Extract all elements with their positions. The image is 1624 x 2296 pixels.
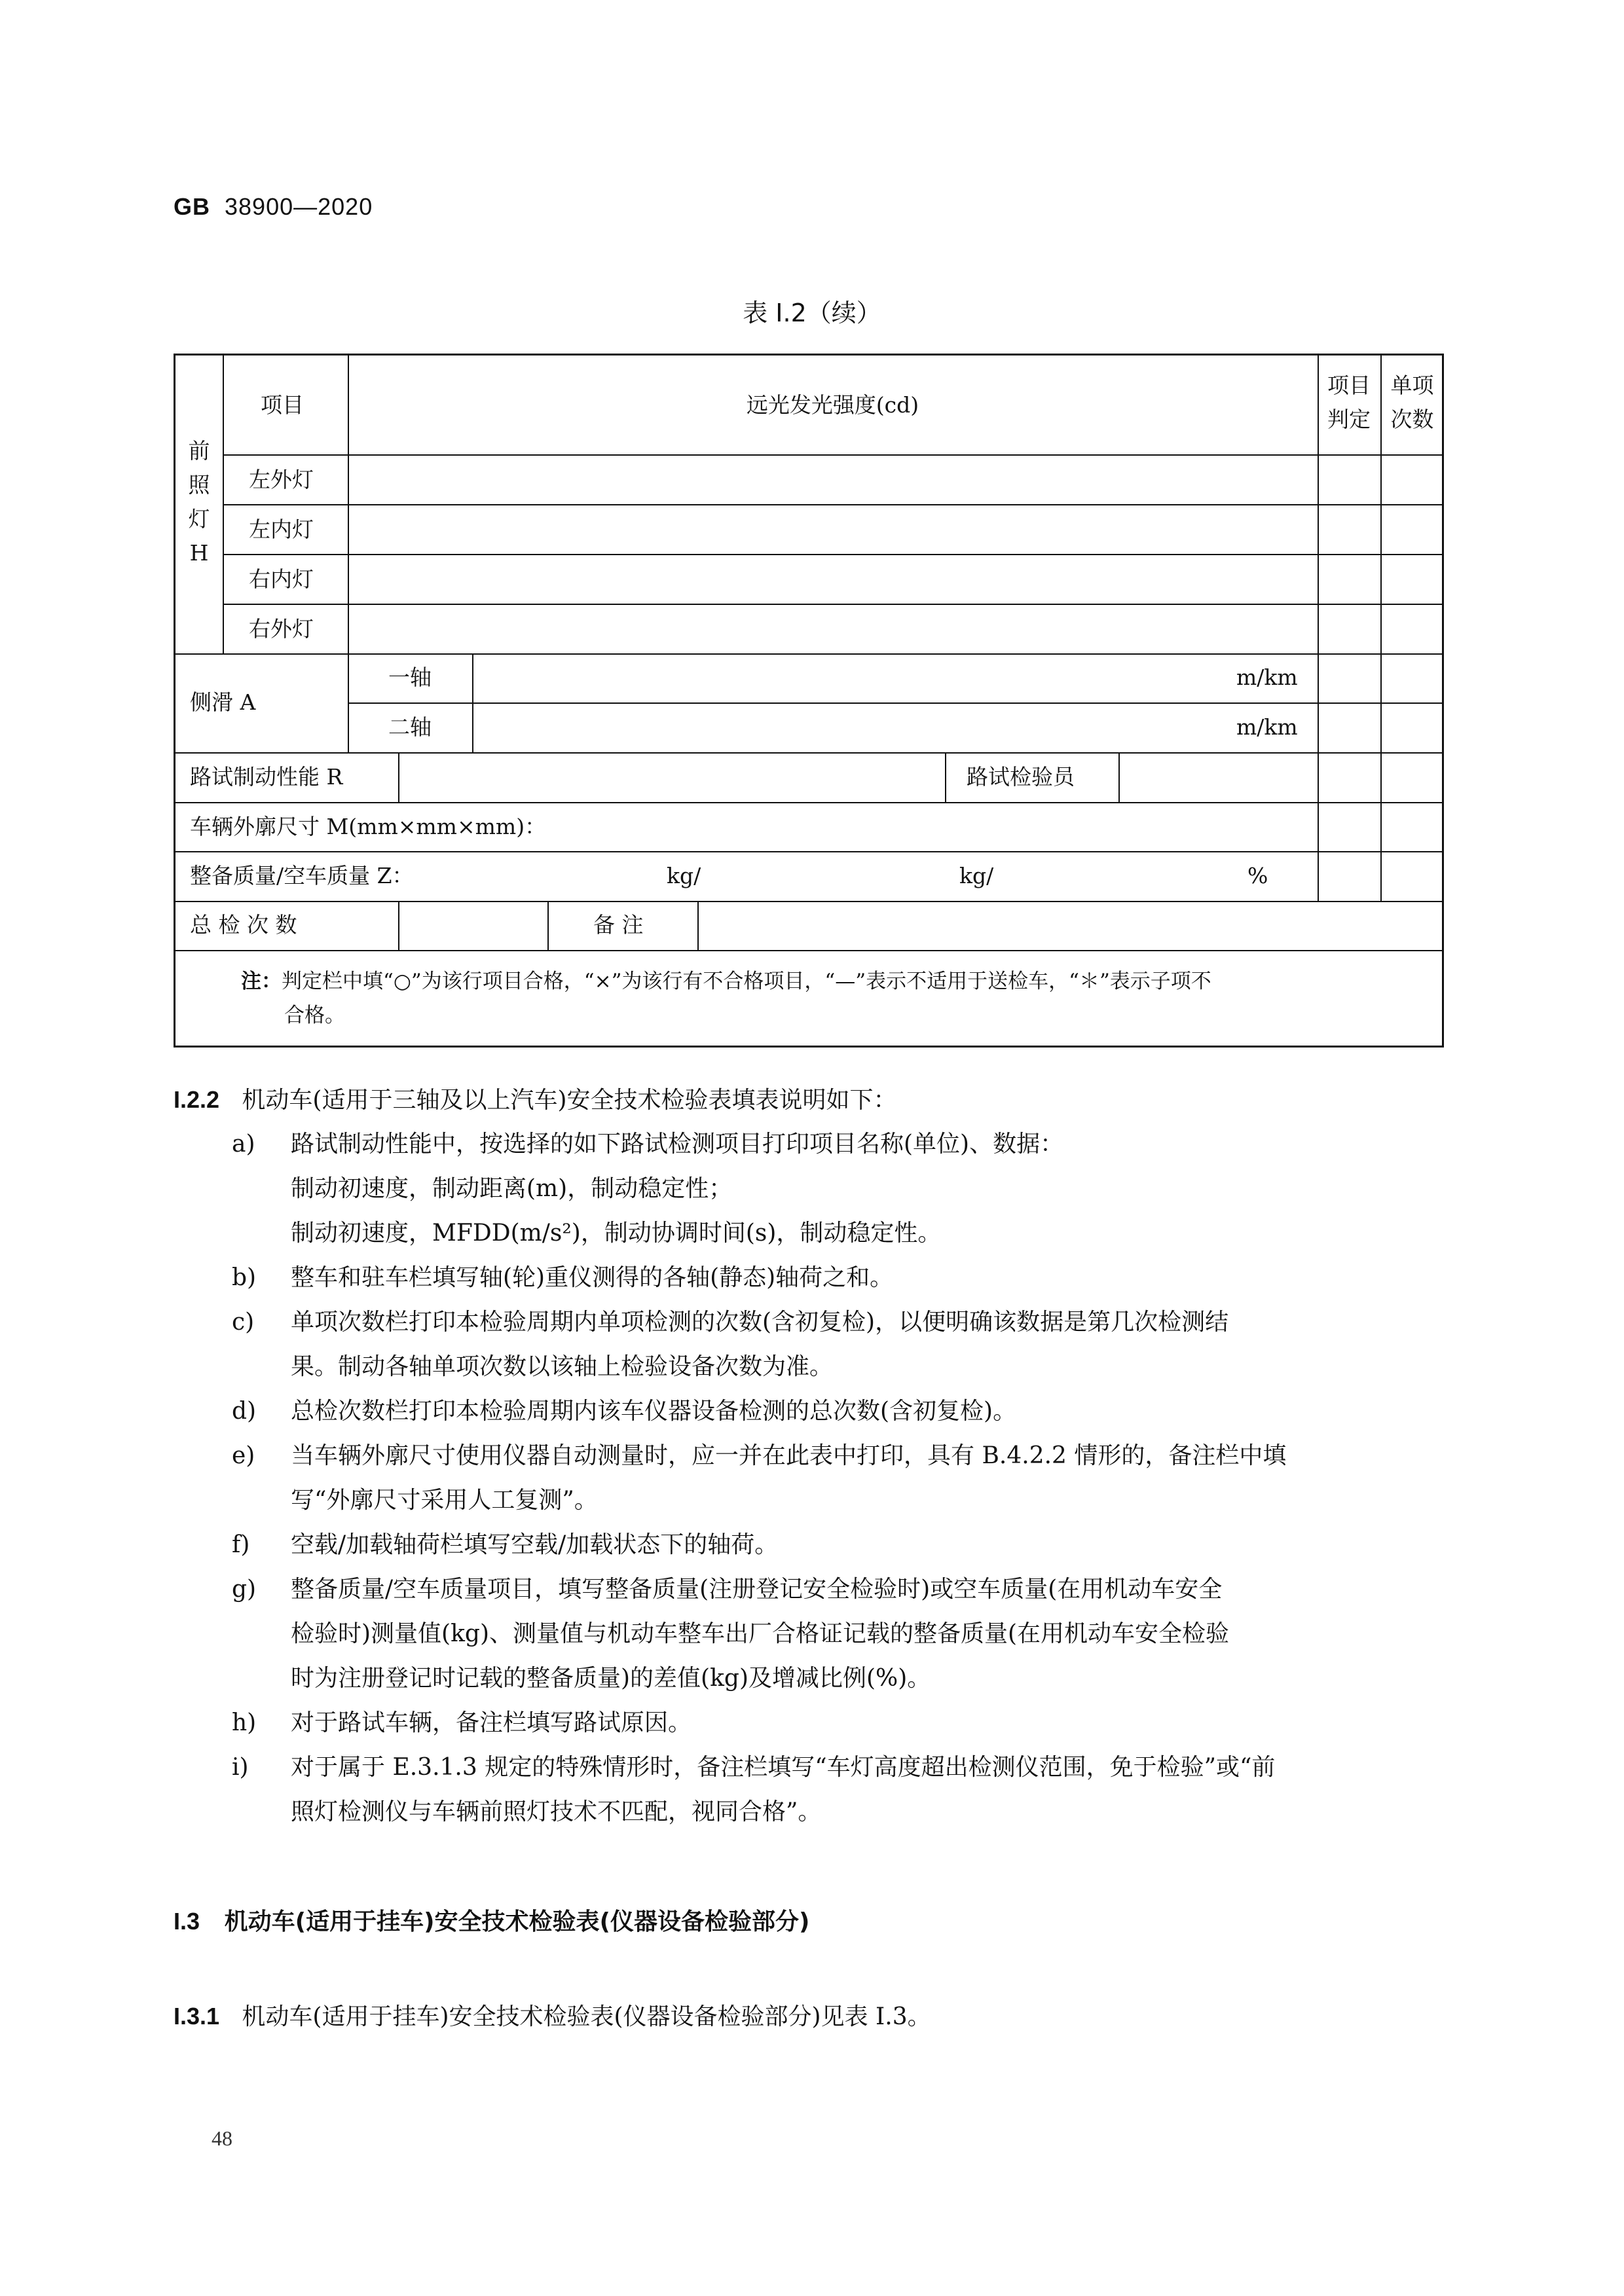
- item-line: 当车辆外廓尺寸使用仪器自动测量时，应一并在此表中打印，具有 B.4.2.2 情形的，备注栏中填: [291, 1442, 1287, 1469]
- headlight-row-label: 右外灯: [249, 616, 314, 642]
- sideslip-axle: 一轴: [388, 665, 432, 690]
- item-mark: d): [232, 1398, 257, 1425]
- grid-line: [175, 752, 1444, 754]
- item-mark: i): [232, 1754, 249, 1781]
- group-char: H: [189, 540, 209, 566]
- page-number: 48: [212, 2126, 232, 2150]
- grid-line: [175, 901, 1444, 902]
- col-intensity-header: 远光发光强度(cd): [746, 392, 919, 418]
- grid-line: [223, 604, 1444, 605]
- section-title: 机动车(适用于挂车)安全技术检验表(仪器设备检验部分): [224, 1908, 810, 1935]
- item-mark: g): [232, 1576, 257, 1603]
- grid-line: [472, 653, 473, 752]
- col-count-header-1: 单项: [1390, 373, 1434, 398]
- item-line: 时为注册登记时记载的整备质量)的差值(kg)及增减比例(%)。: [291, 1665, 931, 1692]
- grid-line: [1118, 752, 1120, 802]
- road-inspector-label: 路试检验员: [967, 764, 1075, 790]
- section-number: I.2.2: [174, 1086, 220, 1113]
- headlight-row-label: 左外灯: [249, 467, 314, 492]
- item-line: 整车和驻车栏填写轴(轮)重仪测得的各轴(静态)轴荷之和。: [291, 1264, 894, 1291]
- col-judge-header-1: 项目: [1327, 373, 1371, 398]
- headlight-row-label: 右内灯: [249, 566, 314, 592]
- grid-line: [398, 752, 399, 802]
- item-mark: e): [232, 1442, 255, 1469]
- road-brake-label: 路试制动性能 R: [190, 764, 343, 790]
- item-line: 检验时)测量值(kg)、测量值与机动车整车出厂合格证记载的整备质量(在用机动车安全检验: [291, 1620, 1230, 1647]
- note-line-1: 判定栏中填“○”为该行项目合格，“×”为该行有不合格项目，“—”表示不适用于送检车，“＊”表示子项不: [282, 970, 1211, 993]
- item-line: 路试制动性能中，按选择的如下路试检测项目打印项目名称(单位)、数据：: [291, 1131, 1064, 1157]
- item-mark: a): [232, 1131, 255, 1157]
- grid-line: [1318, 355, 1319, 901]
- sideslip-label: 侧滑 A: [190, 689, 256, 715]
- item-line: 制动初速度，MFDD(m/s²)，制动协调时间(s)，制动稳定性。: [291, 1220, 942, 1247]
- sideslip-unit: m/km: [1236, 714, 1298, 740]
- section-text: 机动车(适用于挂车)安全技术检验表(仪器设备检验部分)见表 I.3。: [242, 2003, 931, 2030]
- grid-line: [175, 802, 1444, 803]
- item-mark: c): [232, 1309, 255, 1336]
- section-i22-heading: [174, 1084, 897, 1117]
- sideslip-axle: 二轴: [388, 714, 432, 740]
- inspection-table: [174, 354, 1444, 1048]
- col-judge-header-2: 判定: [1327, 407, 1371, 432]
- item-line: 单项次数栏打印本检验周期内单项检测的次数(含初复检)，以便明确该数据是第几次检测结: [291, 1309, 1229, 1336]
- standard-code: [174, 193, 373, 221]
- grid-line: [945, 752, 946, 802]
- section-i3-heading: [174, 1905, 809, 1939]
- group-char: 灯: [188, 506, 210, 532]
- headlight-row-label: 左内灯: [249, 517, 314, 542]
- grid-line: [223, 454, 1444, 456]
- item-mark: f): [232, 1531, 250, 1558]
- col-item-header: 项目: [261, 392, 304, 418]
- grid-line: [175, 950, 1444, 951]
- grid-line: [349, 702, 1444, 704]
- item-line: 制动初速度，制动距离(m)，制动稳定性；: [291, 1175, 733, 1202]
- group-char: 照: [188, 472, 210, 498]
- grid-line: [175, 653, 1444, 655]
- table-title: 表 I.2（续）: [743, 299, 881, 327]
- item-mark: b): [232, 1264, 257, 1291]
- item-line: 整备质量/空车质量项目，填写整备质量(注册登记安全检验时)或空车质量(在用机动车安全: [291, 1576, 1223, 1603]
- headlight-group-label: [186, 434, 212, 570]
- standard-prefix: GB: [174, 193, 210, 220]
- col-count-header-2: 次数: [1390, 407, 1434, 432]
- item-line: 对于路试车辆，备注栏填写路试原因。: [291, 1709, 692, 1736]
- section-number: I.3.1: [174, 2003, 220, 2030]
- sideslip-unit: m/km: [1236, 665, 1298, 690]
- item-line: 果。制动各轴单项次数以该轴上检验设备次数为准。: [291, 1353, 834, 1380]
- grid-line: [398, 901, 399, 950]
- grid-line: [1380, 355, 1382, 901]
- grid-line: [223, 554, 1444, 555]
- grid-line: [547, 901, 549, 950]
- grid-line: [223, 504, 1444, 505]
- item-line: 对于属于 E.3.1.3 规定的特殊情形时，备注栏填写“车灯高度超出检测仪范围，免于检验”或“前: [291, 1754, 1276, 1781]
- item-line: 总检次数栏打印本检验周期内该车仪器设备检测的总次数(含初复检)。: [291, 1398, 1017, 1425]
- section-title: 机动车(适用于三轴及以上汽车)安全技术检验表填表说明如下：: [242, 1087, 897, 1114]
- note-line-2: 合格。: [284, 1004, 345, 1027]
- standard-number: 38900—2020: [225, 193, 373, 220]
- table-note: [241, 964, 1211, 998]
- item-line: 写“外廓尺寸采用人工复测”。: [291, 1487, 598, 1514]
- item-line: 照灯检测仪与车辆前照灯技术不匹配，视同合格”。: [291, 1798, 822, 1825]
- section-number: I.3: [174, 1908, 200, 1935]
- grid-line: [175, 851, 1444, 852]
- grid-line: [223, 355, 224, 653]
- mass-unit: kg/: [959, 863, 994, 888]
- dimensions-label: 车辆外廓尺寸 M(mm×mm×mm)：: [190, 814, 547, 839]
- total-count-label: 总 检 次 数: [190, 912, 297, 938]
- item-line: 空载/加载轴荷栏填写空载/加载状态下的轴荷。: [291, 1531, 779, 1558]
- mass-unit: kg/: [667, 863, 701, 888]
- section-i31-paragraph: [174, 2000, 931, 2033]
- note-prefix: 注：: [241, 970, 282, 993]
- mass-label: 整备质量/空车质量 Z：: [190, 863, 414, 888]
- remark-label: 备 注: [593, 912, 644, 938]
- grid-line: [697, 901, 699, 950]
- mass-percent: %: [1247, 863, 1268, 888]
- item-mark: h): [232, 1709, 257, 1736]
- group-char: 前: [188, 438, 210, 464]
